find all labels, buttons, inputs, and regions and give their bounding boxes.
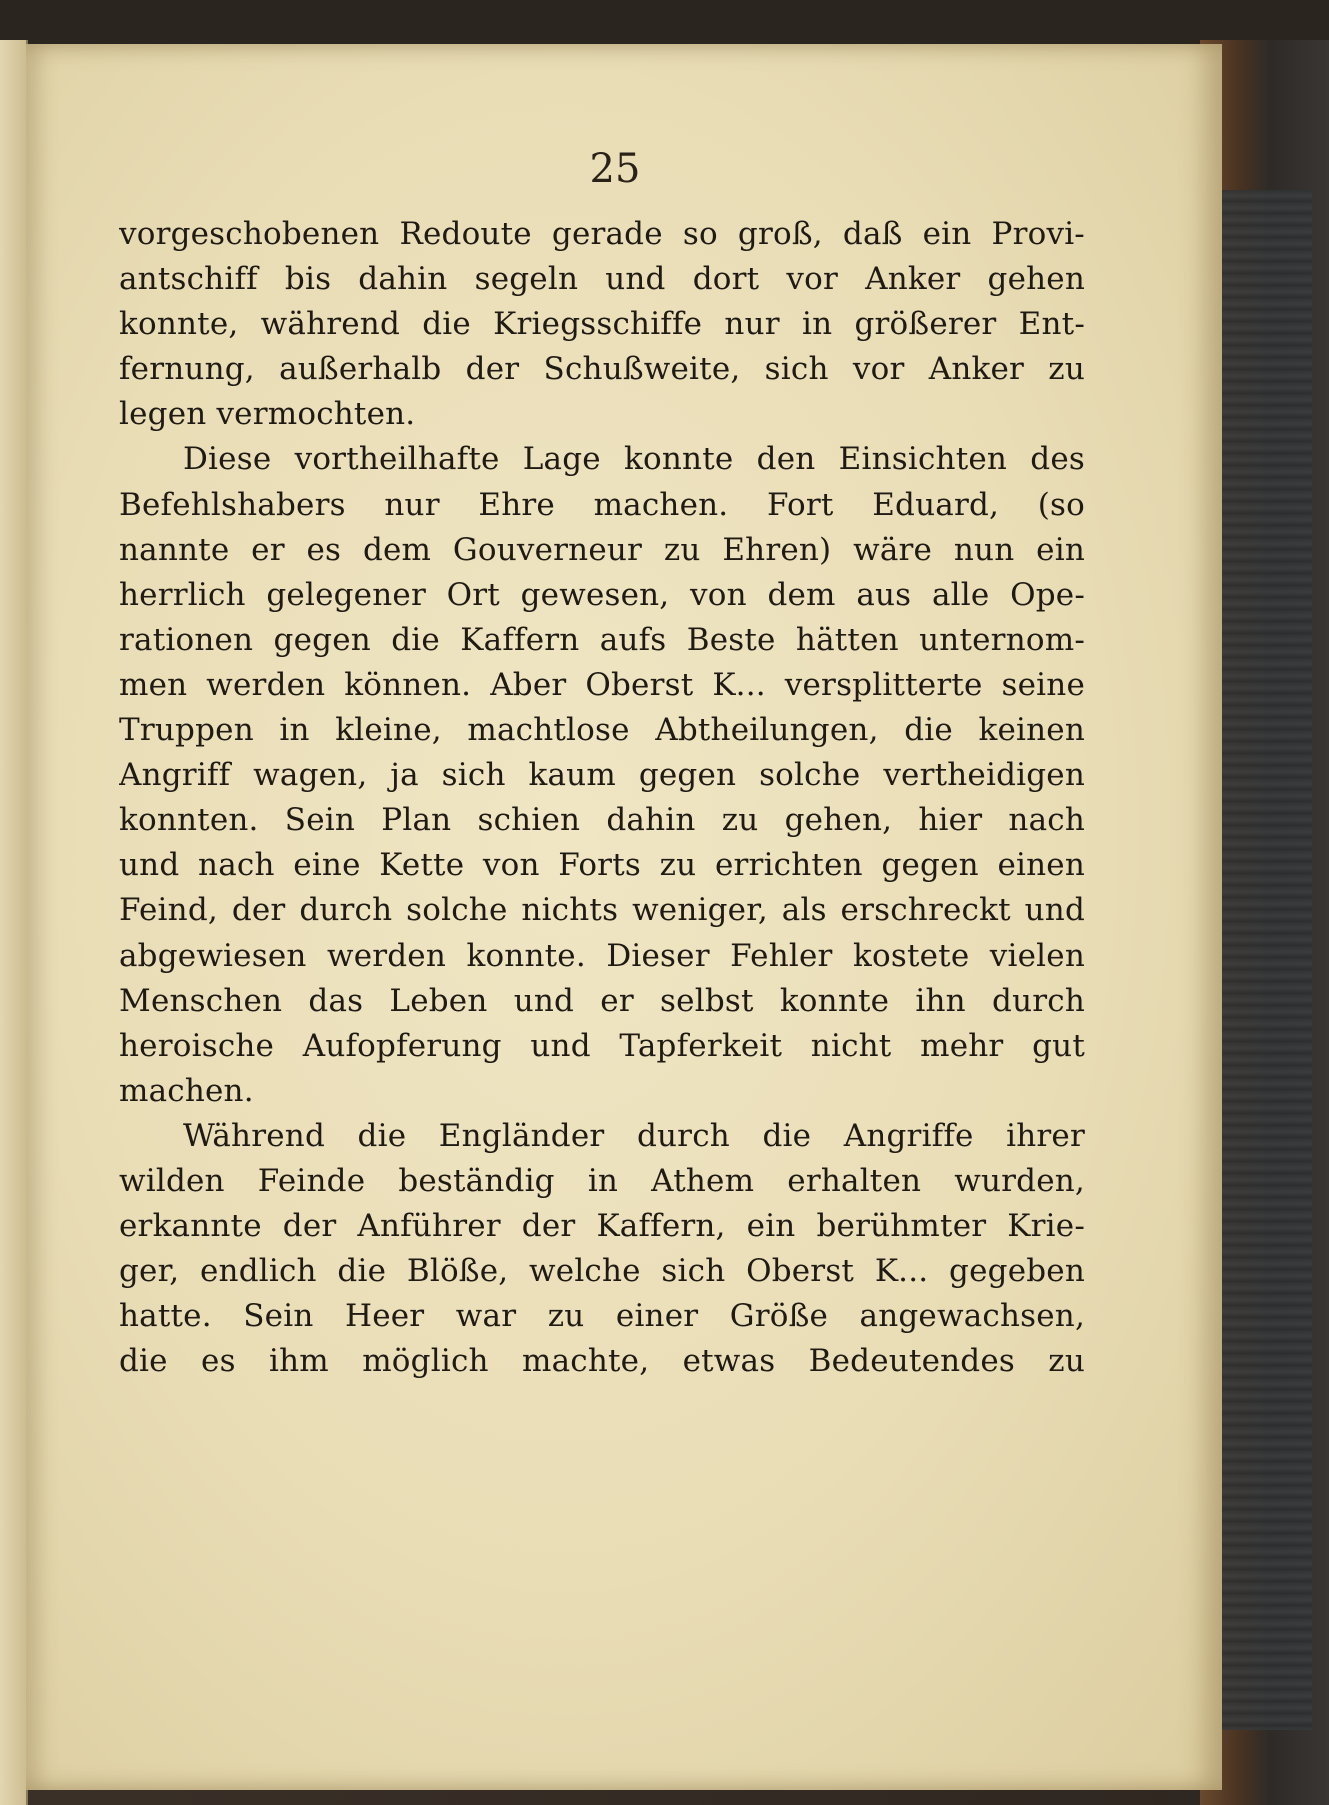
text-line: erkannte der Anführer der Kaffern, ein berühmter Krie- xyxy=(119,1208,1085,1245)
text-line: konnten. Sein Plan schien dahin zu gehen, hier nach xyxy=(119,802,1085,839)
page-number: 25 xyxy=(589,146,641,192)
text-line: antschiff bis dahin segeln und dort vor Anker gehen xyxy=(119,261,1085,298)
text-line: und nach eine Kette von Forts zu errichten gegen einen xyxy=(119,847,1085,884)
text-line: Menschen das Leben und er selbst konnte ihn durch xyxy=(119,982,1085,1019)
text-line: Angriff wagen, ja sich kaum gegen solche vertheidigen xyxy=(119,757,1085,794)
text-line: fernung, außerhalb der Schußweite, sich vor Anker zu xyxy=(119,351,1085,388)
text-line: heroische Aufopferung und Tapferkeit nicht mehr gut xyxy=(119,1027,1085,1064)
text-line: wilden Feinde beständig in Athem erhalten wurden, xyxy=(119,1162,1085,1199)
text-line: Feind, der durch solche nichts weniger, als erschreckt und xyxy=(119,892,1085,929)
text-line: Befehlshabers nur Ehre machen. Fort Eduard, (so xyxy=(119,486,1085,523)
text-line: herrlich gelegener Ort gewesen, von dem aus alle Ope- xyxy=(119,576,1085,613)
text-line: ger, endlich die Blöße, welche sich Oberst K... gegeben xyxy=(119,1253,1085,1290)
text-line: Während die Engländer durch die Angriffe ihrer xyxy=(183,1117,1085,1154)
text-line: legen vermochten. xyxy=(119,396,416,433)
book-page xyxy=(26,44,1222,1790)
text-line: Diese vortheilhafte Lage konnte den Einsichten des xyxy=(183,441,1085,478)
text-line: machen. xyxy=(119,1072,254,1109)
text-line: hatte. Sein Heer war zu einer Größe angewachsen, xyxy=(119,1298,1085,1335)
scan-background-top xyxy=(0,0,1329,44)
text-line: vorgeschobenen Redoute gerade so groß, daß ein Provi- xyxy=(119,216,1085,252)
text-line: die es ihm möglich machte, etwas Bedeutendes zu xyxy=(119,1343,1085,1380)
text-line: konnte, während die Kriegsschiffe nur in größerer Ent- xyxy=(119,306,1085,343)
text-line: rationen gegen die Kaffern aufs Beste hätten unternom- xyxy=(119,621,1085,658)
text-line: men werden können. Aber Oberst K... versplitterte seine xyxy=(119,666,1085,703)
text-line: abgewiesen werden konnte. Dieser Fehler kostete vielen xyxy=(119,937,1085,974)
book-cover-spine-texture xyxy=(1222,190,1312,1730)
text-line: Truppen in kleine, machtlose Abtheilungen, die keinen xyxy=(119,712,1085,749)
text-line: nannte er es dem Gouverneur zu Ehren) wäre nun ein xyxy=(119,531,1085,568)
facing-page-edge xyxy=(0,40,28,1805)
body-text xyxy=(119,212,1085,1384)
